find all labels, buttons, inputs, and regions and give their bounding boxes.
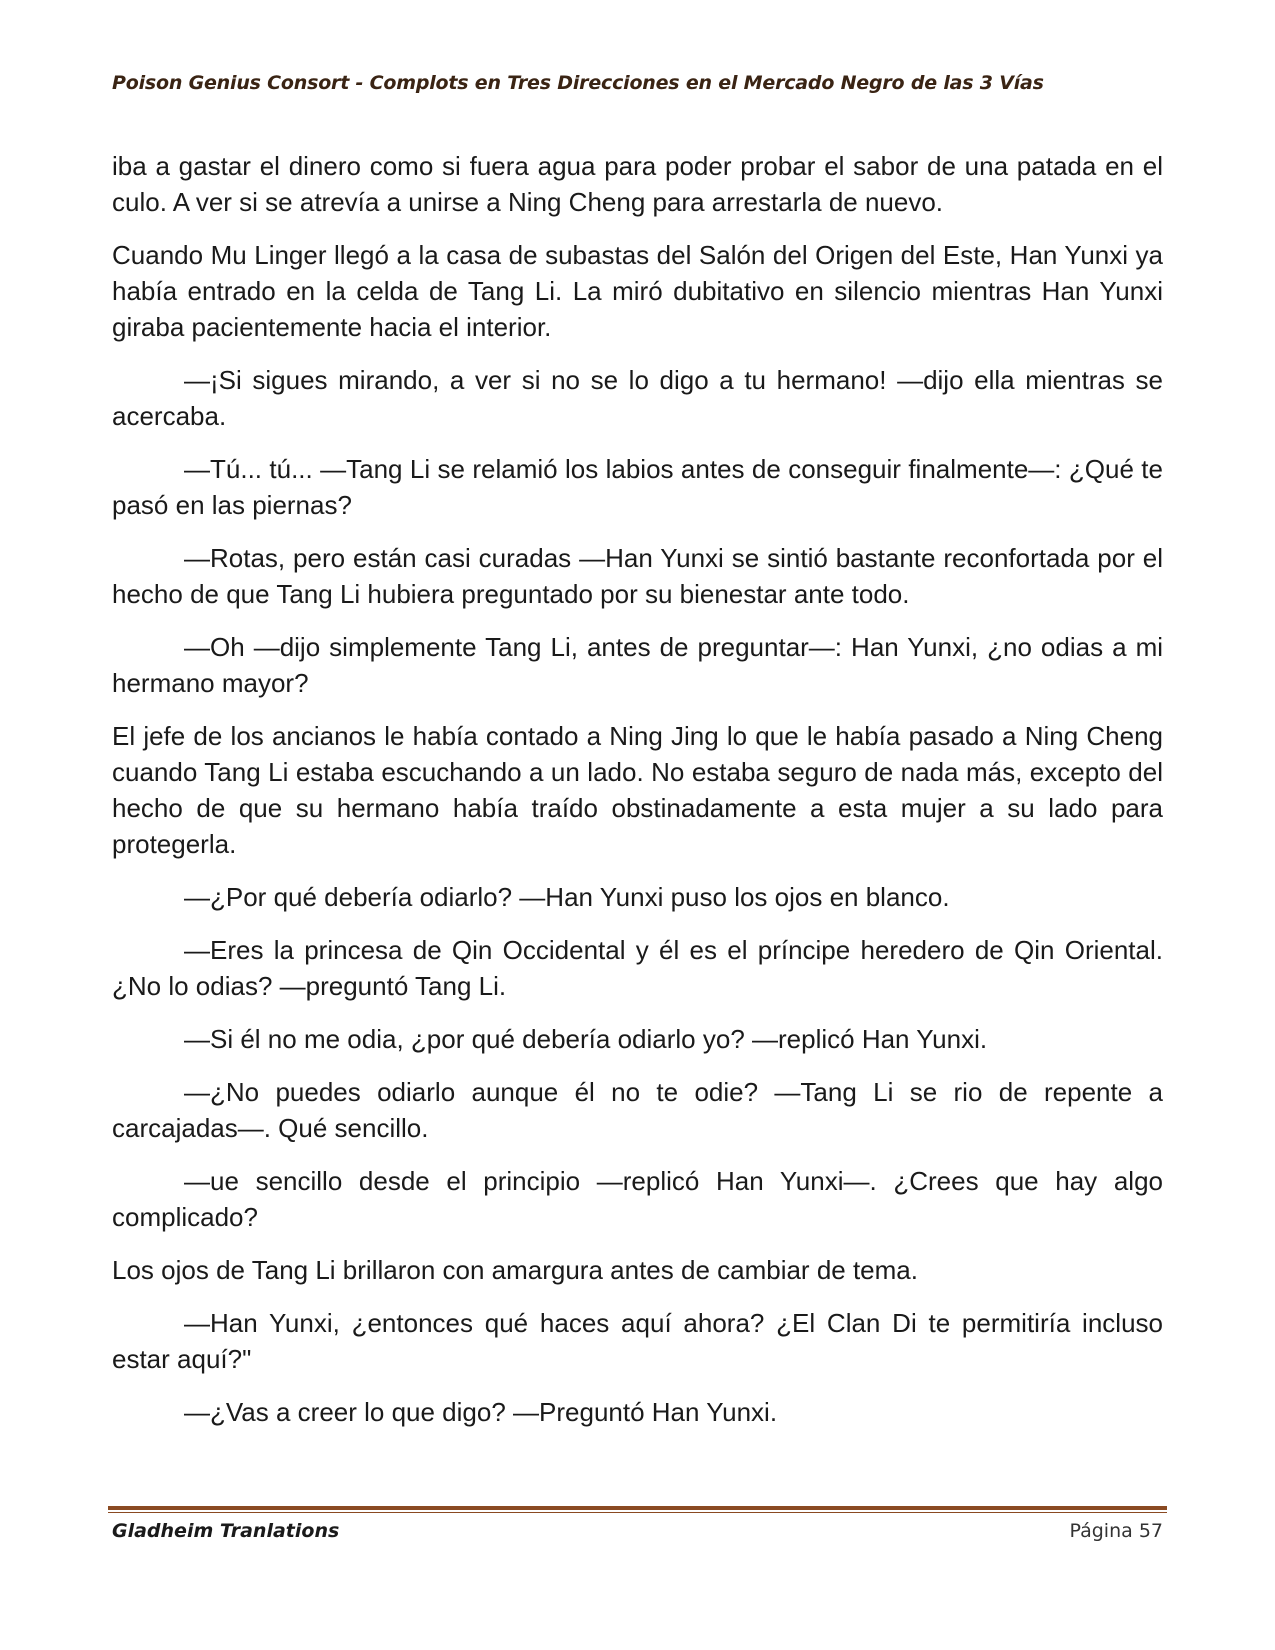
page-label: Página — [1069, 1520, 1133, 1542]
paragraph: —¡Si sigues mirando, a ver si no se lo digo a tu hermano! —dijo ella mientras se acercaba. — [112, 365, 1163, 431]
paragraph: Los ojos de Tang Li brillaron con amargura antes de cambiar de tema. — [112, 1255, 918, 1285]
paragraph: —Si él no me odia, ¿por qué debería odiarlo yo? —replicó Han Yunxi. — [184, 1024, 988, 1054]
paragraph: —ue sencillo desde el principio —replicó Han Yunxi—. ¿Crees que hay algo complicado? — [112, 1166, 1163, 1232]
footer-publisher: Gladheim Tranlations — [112, 1520, 340, 1542]
footer-divider-thin — [108, 1512, 1167, 1513]
paragraph: —Rotas, pero están casi curadas —Han Yunxi se sintió bastante reconfortada por el hecho de que Tang Li hubiera preguntado por su bienestar ante todo. — [112, 543, 1163, 609]
paragraph: iba a gastar el dinero como si fuera agua para poder probar el sabor de una patada en el culo. A ver si se atrevía a unirse a Ning Cheng para arrestarla de nuevo. — [112, 151, 1163, 217]
footer-page-number — [1069, 1520, 1163, 1542]
paragraph: —Oh —dijo simplemente Tang Li, antes de preguntar—: Han Yunxi, ¿no odias a mi hermano mayor? — [112, 632, 1163, 698]
paragraph: —¿No puedes odiarlo aunque él no te odie? —Tang Li se rio de repente a carcajadas—. Qué sencillo. — [112, 1077, 1163, 1143]
footer-divider-thick — [108, 1506, 1167, 1510]
paragraph: —Tú... tú... —Tang Li se relamió los labios antes de conseguir finalmente—: ¿Qué te pasó en las piernas? — [112, 454, 1163, 520]
paragraph: —Eres la princesa de Qin Occidental y él es el príncipe heredero de Qin Oriental. ¿No lo odias? —preguntó Tang Li. — [112, 935, 1163, 1001]
paragraph: El jefe de los ancianos le había contado a Ning Jing lo que le había pasado a Ning Cheng cuando Tang Li estaba escuchando a un lado. No estaba seguro de nada más, excepto del hecho de que su hermano había traído obstinadamente a esta mujer a su lado para protegerla. — [112, 721, 1163, 859]
paragraph: Cuando Mu Linger llegó a la casa de subastas del Salón del Origen del Este, Han Yunxi ya había entrado en la celda de Tang Li. La miró dubitativo en silencio mientras Han Yunxi giraba pacientemente hacia el interior. — [112, 240, 1163, 342]
paragraph: —¿Vas a creer lo que digo? —Preguntó Han Yunxi. — [184, 1397, 778, 1427]
paragraph: —¿Por qué debería odiarlo? —Han Yunxi puso los ojos en blanco. — [184, 882, 950, 912]
paragraph: —Han Yunxi, ¿entonces qué haces aquí ahora? ¿El Clan Di te permitiría incluso estar aquí?" — [112, 1308, 1163, 1374]
page-header: Poison Genius Consort - Complots en Tres Direcciones en el Mercado Negro de las 3 Vías — [112, 72, 1044, 94]
footer-divider — [108, 1506, 1167, 1513]
page-number: 57 — [1138, 1520, 1163, 1542]
page-body — [112, 148, 1163, 1447]
